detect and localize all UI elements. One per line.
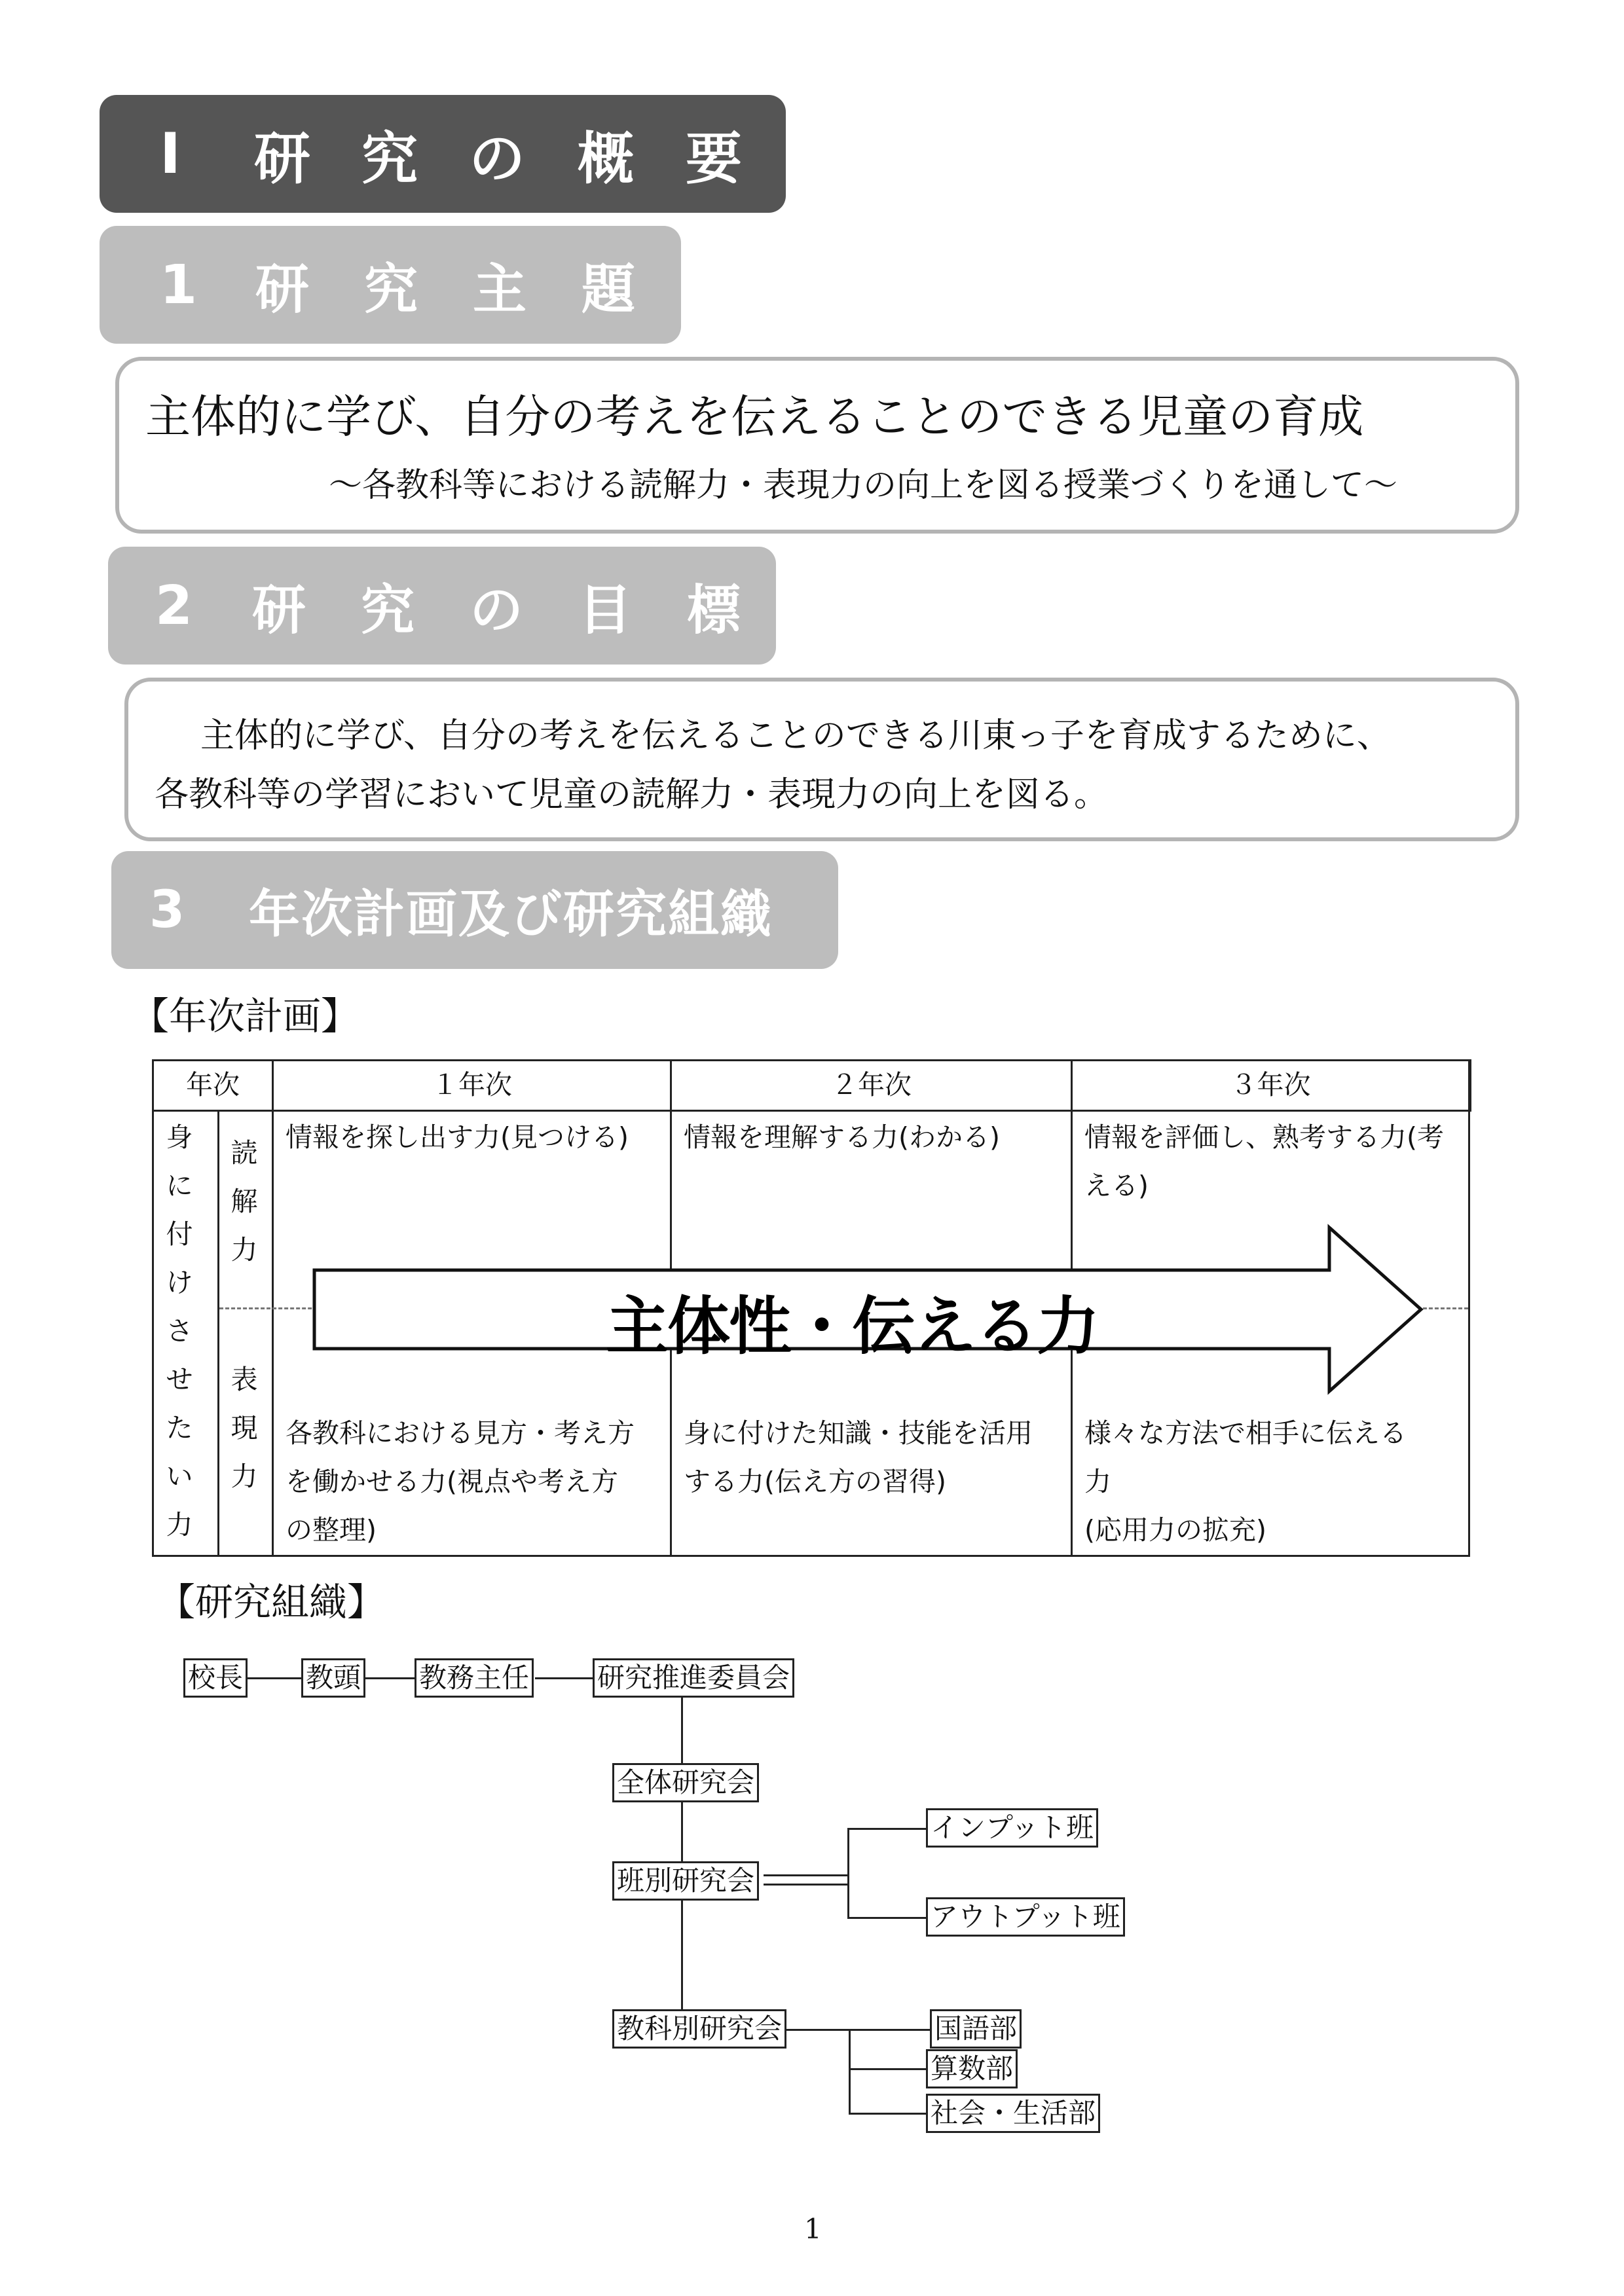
org-principal: 校長: [183, 1658, 248, 1698]
row-label-char: 身: [166, 1121, 193, 1153]
section-header-char: 要: [686, 126, 742, 192]
org-vice-principal: 教頭: [301, 1658, 365, 1698]
theme-subtitle: ～各教科等における読解力・表現力の向上を図る授業づくりを通して～: [329, 466, 1398, 505]
section-header-overview: [100, 95, 786, 213]
header-year2: ２年次: [831, 1069, 912, 1101]
section-header-char: 研: [255, 258, 310, 321]
expression-year3-line2: 力: [1084, 1466, 1111, 1497]
org-social: 社会・生活部: [926, 2094, 1100, 2133]
section-header-char: 概: [578, 126, 634, 192]
expression-label-char: 表: [231, 1364, 258, 1395]
section-number: 3: [149, 881, 185, 939]
row-label-char: い: [166, 1461, 193, 1492]
reading-year3-line1: 情報を評価し、熟考する力(考: [1084, 1121, 1444, 1153]
expression-label-char: 力: [231, 1461, 258, 1492]
row-label-char: け: [166, 1267, 193, 1298]
section-header-char: の: [469, 126, 525, 192]
arrow-label: 主体性・伝える力: [606, 1290, 1098, 1363]
row-label-char: さ: [166, 1315, 193, 1347]
org-group-meeting: 班別研究会: [612, 1861, 759, 1901]
section-header-plan: [111, 851, 838, 969]
section-header-char: 目: [578, 579, 633, 642]
section-header-char: の: [470, 579, 524, 642]
reading-year2: 情報を理解する力(わかる): [684, 1121, 1000, 1153]
section-header-char: 1: [160, 253, 198, 316]
expression-year1-line3: の整理): [286, 1514, 377, 1546]
annual-plan-heading: 【年次計画】: [131, 994, 360, 1038]
org-japanese: 国語部: [930, 2009, 1022, 2049]
expression-year2-line1: 身に付けた知識・技能を活用: [684, 1417, 1033, 1449]
reading-label-char: 解: [231, 1186, 258, 1217]
org-math: 算数部: [926, 2049, 1018, 2088]
reading-label-char: 力: [231, 1234, 258, 1266]
expression-year3-line1: 様々な方法で相手に伝える: [1084, 1417, 1407, 1449]
expression-label-char: 現: [231, 1412, 258, 1444]
page-number: 1: [804, 2213, 822, 2245]
row-label-char: 力: [166, 1509, 193, 1540]
section-header-char: 2: [155, 574, 193, 637]
section-header-char: 主: [473, 258, 527, 321]
section-header-char: 究: [364, 258, 418, 321]
reading-label-char: 読: [231, 1137, 258, 1169]
section-header-theme: [100, 226, 681, 344]
section-header-char: 究: [361, 126, 418, 192]
goal-box: [124, 678, 1519, 841]
section-header-char: Ⅰ: [160, 121, 181, 187]
row-label-char: に: [166, 1170, 193, 1201]
goal-line1: 主体的に学び、自分の考えを伝えることのできる川東っ子を育成するために、: [200, 716, 1391, 756]
section-title: 年次計画及び研究組織: [249, 885, 773, 944]
section-header-char: 究: [361, 579, 415, 642]
expression-year3-line3: (応用力の拡充): [1084, 1514, 1266, 1546]
expression-year1-line1: 各教科における見方・考え方: [286, 1417, 635, 1449]
theme-box: [115, 357, 1519, 534]
section-header-char: 研: [252, 579, 306, 642]
org-output-team: アウトプット班: [926, 1897, 1125, 1937]
goal-line2: 各教科等の学習において児童の読解力・表現力の向上を図る。: [155, 775, 1109, 814]
reading-year3-line2: える): [1084, 1170, 1149, 1201]
org-heading: 【研究組織】: [157, 1580, 386, 1624]
header-year1: １年次: [432, 1069, 512, 1101]
section-header-char: 題: [581, 258, 636, 321]
org-academic-head: 教務主任: [415, 1658, 534, 1698]
header-year: 年次: [186, 1069, 240, 1101]
org-subject-meeting: 教科別研究会: [612, 2009, 786, 2049]
theme-main: 主体的に学び、自分の考えを伝えることのできる児童の育成: [145, 391, 1364, 443]
section-header-char: 標: [687, 579, 741, 642]
row-label-char: せ: [166, 1364, 193, 1395]
org-all-meeting: 全体研究会: [612, 1763, 759, 1802]
org-committee: 研究推進委員会: [593, 1658, 794, 1698]
reading-year1: 情報を探し出す力(見つける): [286, 1121, 629, 1153]
section-header-char: 研: [254, 126, 310, 192]
row-label-char: 付: [166, 1218, 193, 1250]
expression-year2-line2: する力(伝え方の習得): [684, 1466, 946, 1497]
section-header-goal: [108, 547, 776, 665]
header-year3: ３年次: [1230, 1069, 1311, 1101]
expression-year1-line2: を働かせる力(視点や考え方: [286, 1466, 618, 1497]
org-input-team: インプット班: [926, 1808, 1098, 1848]
row-label-char: た: [166, 1412, 193, 1444]
